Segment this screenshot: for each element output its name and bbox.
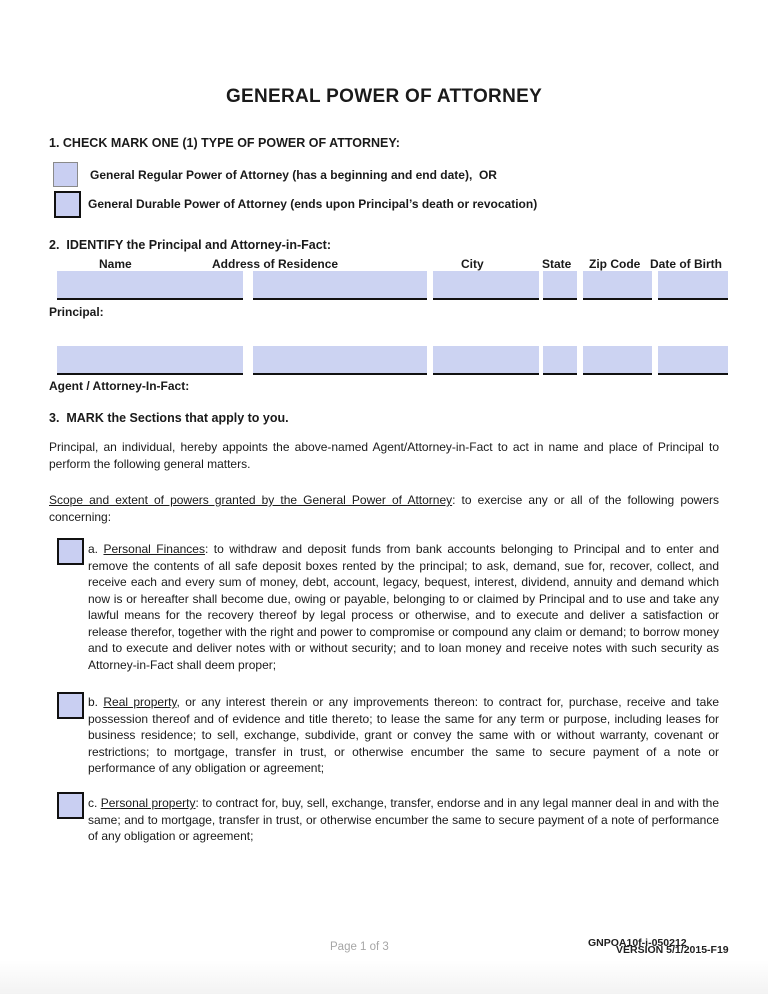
scope-underlined-text: Scope and extent of powers granted by the General Power of Attorney: [49, 493, 453, 507]
column-header-zip: Zip Code: [589, 257, 641, 271]
page-title: GENERAL POWER OF ATTORNEY: [225, 86, 543, 107]
agent-state-field[interactable]: [543, 346, 577, 375]
item-c-body: : to contract for, buy, sell, exchange, transfer, endorse and in any legal manner deal in and with the same; and to mortgage, transfer in trust, or otherwise encumber the same to secure payment of a note of performance of any obligation or agreement;: [88, 796, 720, 843]
section3-heading: 3. MARK the Sections that apply to you.: [49, 411, 289, 425]
principal-zip-field[interactable]: [583, 271, 652, 300]
regular-poa-checkbox[interactable]: [53, 162, 78, 187]
scope-rest-text: : to exercise any or all of the following powers concerning:: [49, 493, 719, 524]
page-indicator: Page 1 of 3: [330, 941, 389, 953]
durable-poa-label: General Durable Power of Attorney (ends upon Principal’s death or revocation): [88, 197, 538, 211]
item-a-letter: a.: [88, 542, 104, 556]
appointment-intro-paragraph: Principal, an individual, hereby appoints the above-named Agent/Attorney-in-Fact to act in name and place of Principal to perform the following general matters.: [49, 440, 719, 471]
principal-address-field[interactable]: [253, 271, 427, 300]
agent-zip-field[interactable]: [583, 346, 652, 375]
column-header-city: City: [461, 257, 484, 271]
item-b-body: , or any interest therein or any improvements thereon: to contract for, purchase, receive and take possession thereof and of evidence and title thereto; to lease the same for any term or purpose, including leases for business residence; to sell, exchange, subdivide, grant or convey the same with or without warranty, covenant or restrictions; to mortgage, transfer in trust, or otherwise encumber the same to secure payment of a note or performance of any obligation or agreement;: [88, 695, 719, 775]
doc-code-line1: GNPOA10f-i-050212: [588, 937, 687, 949]
section1-heading: 1. CHECK MARK ONE (1) TYPE OF POWER OF ATTORNEY:: [49, 136, 400, 150]
principal-name-field[interactable]: [57, 271, 243, 300]
regular-poa-label: General Regular Power of Attorney (has a beginning and end date), OR: [90, 168, 497, 182]
doc-code-line2: VERSION 5/1/2015-F19: [616, 944, 729, 956]
personal-property-checkbox[interactable]: [57, 792, 84, 819]
item-a-body: : to withdraw and deposit funds from bank accounts belonging to Principal and to enter and remove the contents of all safe deposit boxes rented by the principal; to ask, demand, sue for, recover, collect, and receive each and every sum of money, debt, account, legacy, bequest, interest, dividend, annuity and demand which now is or hereafter shall become due, owing or payable, belonging to or claimed by Principal and to use and take any lawful means for the recovery thereof by legal process or otherwise, and to execute and deliver a satisfaction or release therefor, together with the right and power to compromise or compound any claim or demand; to borrow money and to execute and deliver notes with or without security; and to loan money and receive notes with such security as Attorney-in-Fact shall deem proper;: [88, 542, 720, 672]
principal-city-field[interactable]: [433, 271, 539, 300]
item-a-paragraph: [88, 541, 719, 673]
agent-dob-field[interactable]: [658, 346, 728, 375]
item-b-letter: b.: [88, 695, 104, 709]
durable-poa-checkbox[interactable]: [54, 191, 81, 218]
column-header-name: Name: [99, 257, 132, 271]
section2-heading: 2. IDENTIFY the Principal and Attorney-in-Fact:: [49, 238, 331, 252]
item-b-term: Real property: [103, 695, 177, 709]
item-c-paragraph: [88, 795, 719, 845]
agent-row-label: Agent / Attorney-In-Fact:: [49, 379, 190, 393]
principal-dob-field[interactable]: [658, 271, 728, 300]
personal-finances-checkbox[interactable]: [57, 538, 84, 565]
agent-name-field[interactable]: [57, 346, 243, 375]
item-a-term: Personal Finances: [103, 542, 205, 556]
principal-state-field[interactable]: [543, 271, 577, 300]
column-header-dob: Date of Birth: [650, 257, 722, 271]
principal-row-label: Principal:: [49, 305, 104, 319]
page-bottom-fade: [0, 960, 768, 994]
item-c-letter: c.: [88, 796, 101, 810]
real-property-checkbox[interactable]: [57, 692, 84, 719]
scope-paragraph: [49, 492, 719, 525]
column-header-address: Address of Residence: [212, 257, 339, 271]
item-b-paragraph: [88, 694, 719, 777]
column-header-state: State: [542, 257, 572, 271]
item-c-term: Personal property: [100, 796, 196, 810]
agent-address-field[interactable]: [253, 346, 427, 375]
agent-city-field[interactable]: [433, 346, 539, 375]
